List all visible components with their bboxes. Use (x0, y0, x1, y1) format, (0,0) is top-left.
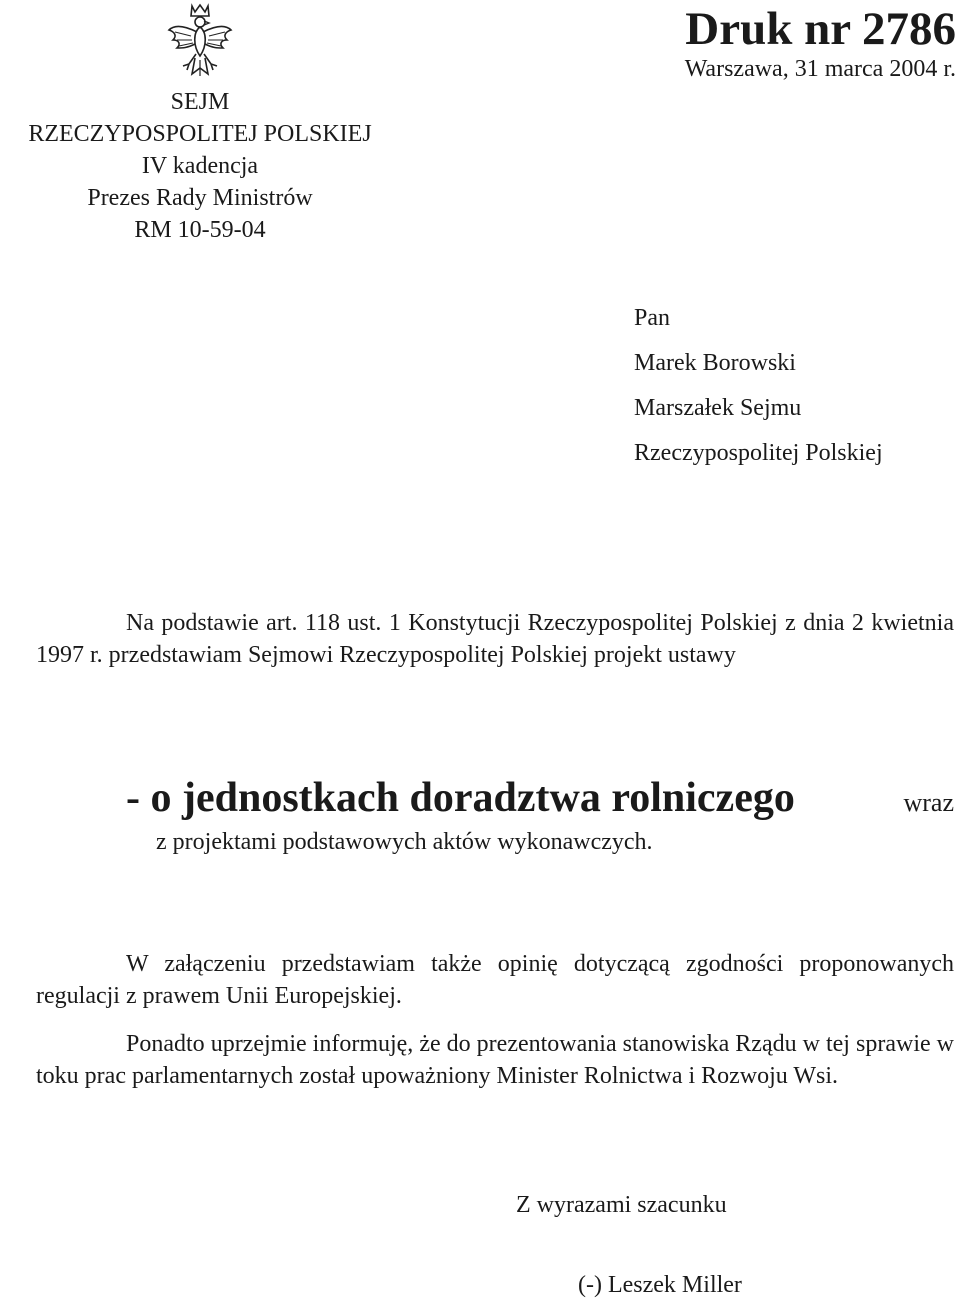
addressee-line-name: Marek Borowski (634, 350, 796, 376)
addressee-line-position: Marszałek Sejmu (634, 395, 802, 421)
closing-salutation: Z wyrazami szacunku (516, 1192, 727, 1218)
bill-title-wraz: wraz (903, 788, 954, 817)
addressee-line-title: Pan (634, 305, 670, 331)
reference-number: RM 10-59-04 (134, 217, 266, 243)
institution-line-republic: RZECZYPOSPOLITEJ POLSKIEJ (28, 121, 372, 147)
place-date: Warszawa, 31 marca 2004 r. (684, 56, 956, 82)
institution-block (0, 86, 400, 246)
signature: (-) Leszek Miller (578, 1272, 742, 1298)
polish-eagle-emblem-icon (165, 2, 235, 82)
intro-paragraph: Na podstawie art. 118 ust. 1 Konstytucji Rzeczypospolitej Polskiej z dnia 2 kwietnia 1997 r. przedstawiam Sejmowi Rzeczypospolitej Polskiej projekt ustawy (36, 610, 954, 668)
print-number: Druk nr 2786 (685, 3, 956, 55)
institution-line-term: IV kadencja (141, 153, 259, 179)
bill-title-continuation: z projektami podstawowych aktów wykonawczych. (156, 829, 653, 855)
representation-paragraph: Ponadto uprzejmie informuję, że do prezentowania stanowiska Rządu w tej sprawie w toku prac parlamentarnych został upoważniony Minister Rolnictwa i Rozwoju Wsi. (36, 1031, 954, 1089)
addressee-block (634, 299, 883, 479)
institution-line-sejm: SEJM (170, 89, 230, 115)
bill-title (126, 770, 954, 826)
attachment-paragraph: W załączeniu przedstawiam także opinię dotyczącą zgodności proponowanych regulacji z prawem Unii Europejskiej. (36, 951, 954, 1009)
bill-title-main: - o jednostkach doradztwa rolniczego (126, 775, 795, 821)
institution-line-sender: Prezes Rady Ministrów (87, 185, 313, 211)
addressee-line-country: Rzeczypospolitej Polskiej (634, 440, 883, 466)
